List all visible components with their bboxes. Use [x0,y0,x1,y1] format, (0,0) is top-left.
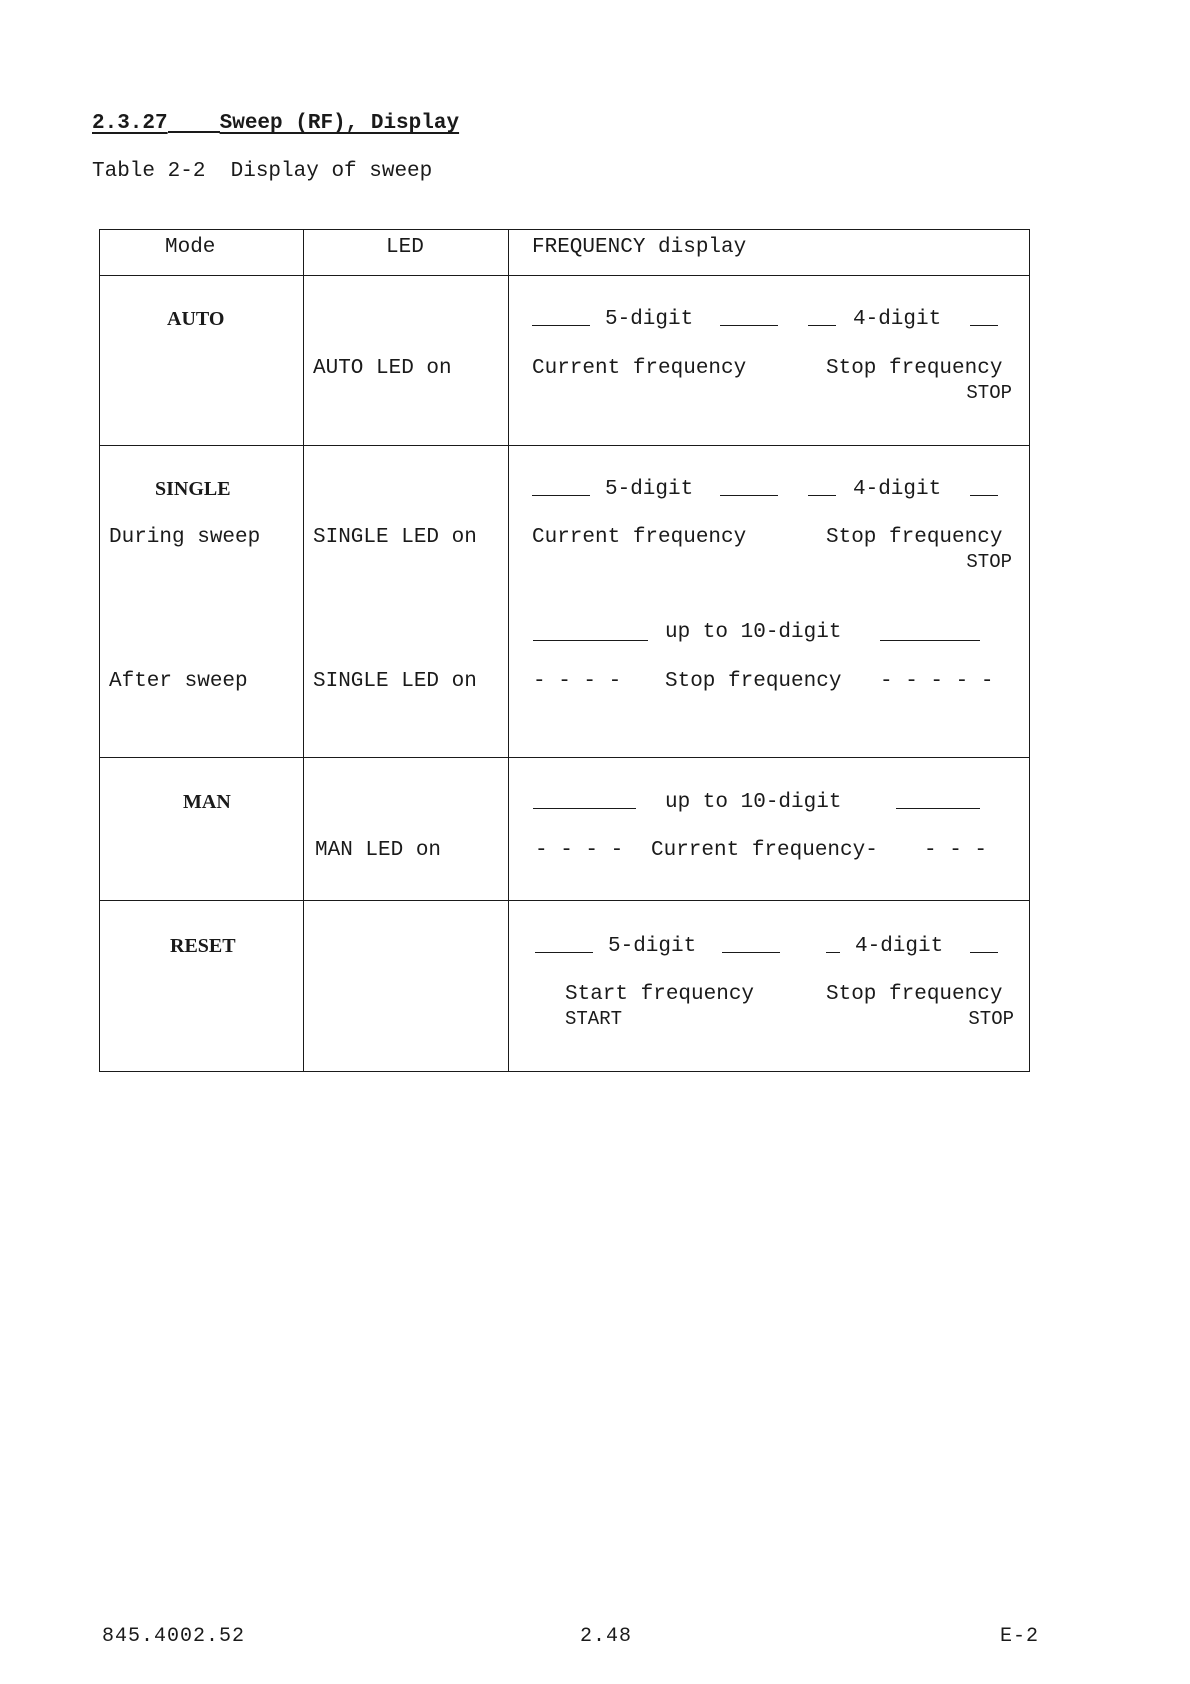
mode-single: SINGLE [155,478,231,500]
single-digits-4: 4-digit [853,478,942,501]
man-current-frequency: Current frequency- [651,839,878,862]
reset-digits-4: 4-digit [855,935,944,958]
single-during-sweep: During sweep [109,526,261,549]
auto-led: AUTO LED on [313,357,452,380]
auto-stop-frequency: Stop frequency [826,357,1003,380]
section-title: Sweep (RF), Display [219,112,460,135]
single-after-digits: up to 10-digit [665,621,842,644]
single-digits-5: 5-digit [605,478,694,501]
single-stop-frequency: Stop frequency [826,526,1003,549]
footer-edition: E-2 [1000,1625,1040,1648]
auto-stop-sub: STOP [966,382,1012,404]
table-caption: Table 2-2 Display of sweep [92,160,433,183]
section-heading [92,112,459,135]
header-led: LED [386,236,424,259]
footer-document-number: 845.4002.52 [102,1625,246,1648]
single-after-sweep: After sweep [109,670,248,693]
single-after-led: SINGLE LED on [313,670,477,693]
header-frequency-display: FREQUENCY display [532,236,747,259]
reset-start-sub: START [565,1008,623,1030]
reset-start-frequency: Start frequency [565,983,755,1006]
mode-man: MAN [183,791,231,813]
auto-digits-5: 5-digit [605,308,694,331]
man-led: MAN LED on [315,839,442,862]
auto-current-frequency: Current frequency [532,357,747,380]
reset-stop-frequency: Stop frequency [826,983,1003,1006]
mode-reset: RESET [170,935,236,957]
header-mode: Mode [165,236,216,259]
reset-stop-sub: STOP [968,1008,1014,1030]
single-current-frequency: Current frequency [532,526,747,549]
single-after-stop-frequency: Stop frequency [665,670,842,693]
single-stop-sub: STOP [966,551,1012,573]
man-digits: up to 10-digit [665,791,842,814]
footer-page-number: 2.48 [580,1625,633,1648]
section-number: 2.3.27 [92,112,168,135]
auto-digits-4: 4-digit [853,308,942,331]
single-during-led: SINGLE LED on [313,526,477,549]
reset-digits-5: 5-digit [608,935,697,958]
mode-auto: AUTO [167,308,225,330]
